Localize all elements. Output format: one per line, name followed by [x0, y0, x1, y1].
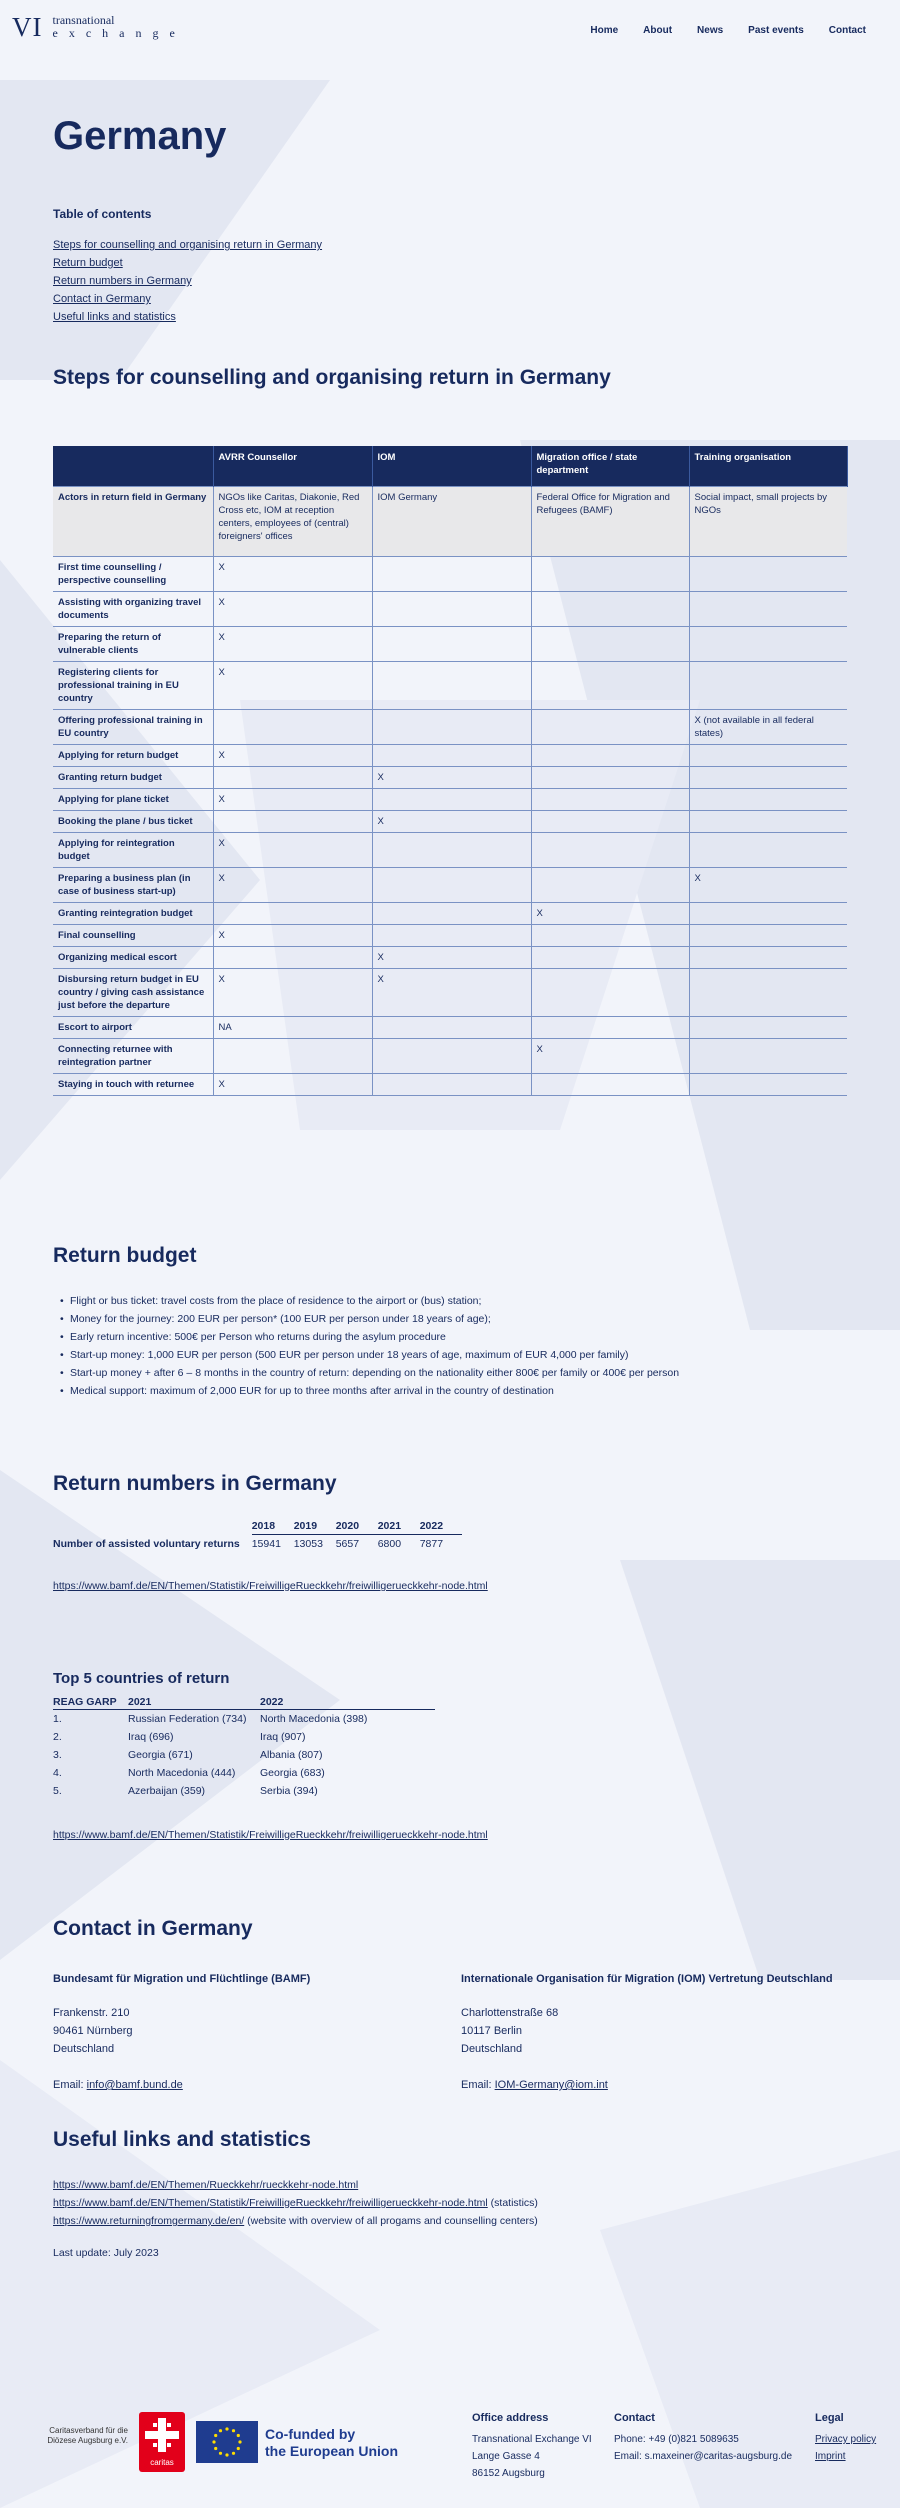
privacy-link[interactable]: Privacy policy [815, 2434, 877, 2445]
footer-heading: Office address [472, 2412, 549, 2424]
rank-cell: 3. [53, 1749, 62, 1761]
steps-heading: Steps for counselling and organising return in Germany [53, 366, 611, 389]
table-cell [689, 946, 847, 968]
table-cell [689, 661, 847, 709]
useful-links [53, 2176, 538, 2230]
table-cell: 5657 [335, 1538, 360, 1550]
table-cell [531, 591, 689, 626]
table-cell: Georgia (671) [128, 1749, 193, 1761]
table-row [53, 766, 847, 788]
nav-news[interactable]: News [697, 25, 724, 36]
nav-home[interactable]: Home [590, 25, 619, 36]
table-cell [372, 832, 531, 867]
table-row [53, 591, 847, 626]
table-cell: X [213, 556, 372, 591]
table-cell [372, 591, 531, 626]
table-row [53, 1038, 847, 1073]
col-header: Migration office / state department [531, 446, 689, 486]
contact-bamf [53, 1970, 433, 2094]
table-cell [213, 902, 372, 924]
table-row [53, 902, 847, 924]
table-row [53, 1764, 435, 1782]
budget-heading: Return budget [53, 1244, 197, 1267]
table-cell [531, 946, 689, 968]
steps-table-wrap [53, 446, 847, 1096]
table-cell [689, 556, 847, 591]
table-cell: X [213, 744, 372, 766]
country: Deutschland [53, 2043, 115, 2055]
footer-email[interactable]: s.maxeiner@caritas-augsburg.de [644, 2451, 793, 2462]
table-row [53, 1535, 462, 1553]
col-header: IOM [372, 446, 531, 486]
table-cell: Albania (807) [260, 1749, 323, 1761]
link-note: (website with overview of all progams and counselling centers) [244, 2215, 538, 2227]
row-label: Assisting with organizing travel documents [53, 591, 213, 626]
table-cell [689, 591, 847, 626]
table-row [53, 556, 847, 591]
bamf-email-link[interactable]: info@bamf.bund.de [86, 2079, 183, 2091]
footer-office [472, 2410, 592, 2482]
table-cell [213, 810, 372, 832]
table-cell [689, 1073, 847, 1095]
list-item: • Start-up money: 1,000 EUR per person (500 EUR per person under 18 years of age, maximum of EUR 4,000 per family) [60, 1346, 679, 1364]
col-header [53, 446, 213, 486]
email-label: Email: [53, 2079, 87, 2091]
row-label: Offering professional training in EU country [53, 709, 213, 744]
rank-cell: 2. [53, 1731, 62, 1743]
row-label: Staying in touch with returnee [53, 1073, 213, 1095]
table-cell: 15941 [251, 1538, 281, 1550]
top5-heading: Top 5 countries of return [53, 1670, 230, 1687]
table-row [53, 486, 847, 556]
email-label: Email: [461, 2079, 495, 2091]
col-header: 2021 [128, 1695, 260, 1710]
col-header: 2022 [260, 1695, 435, 1710]
year-header: 2021 [378, 1518, 420, 1535]
site-header [0, 0, 900, 62]
table-cell [372, 1016, 531, 1038]
table-cell [372, 1073, 531, 1095]
country: Deutschland [461, 2043, 523, 2055]
table-cell: Azerbaijan (359) [128, 1785, 206, 1797]
table-cell [531, 867, 689, 902]
table-cell [689, 1038, 847, 1073]
table-cell: Federal Office for Migration and Refugees (BAMF) [531, 486, 689, 556]
table-row [53, 1782, 435, 1800]
table-cell [531, 1073, 689, 1095]
imprint-link[interactable]: Imprint [815, 2451, 846, 2462]
link-statistics[interactable]: https://www.bamf.de/EN/Themen/Statistik/FreiwilligeRueckkehr/freiwilligerueckkehr-node.html [53, 2197, 488, 2209]
table-cell [531, 788, 689, 810]
year-header: 2019 [294, 1518, 336, 1535]
table-cell: X [531, 1038, 689, 1073]
table-cell: IOM Germany [372, 486, 531, 556]
caritas-name: Caritasverband für die Diözese Augsburg e.V. [47, 2426, 128, 2445]
table-cell: Georgia (683) [260, 1767, 325, 1779]
table-cell: X [213, 626, 372, 661]
table-cell: Serbia (394) [260, 1785, 318, 1797]
last-update: Last update: July 2023 [53, 2247, 159, 2259]
table-row [53, 946, 847, 968]
row-label: Preparing a business plan (in case of business start-up) [53, 867, 213, 902]
year-header: 2020 [336, 1518, 378, 1535]
table-cell [213, 709, 372, 744]
numbers-heading: Return numbers in Germany [53, 1472, 337, 1495]
row-label: First time counselling / perspective counselling [53, 556, 213, 591]
numbers-source-link[interactable]: https://www.bamf.de/EN/Themen/Statistik/FreiwilligeRueckkehr/freiwilligerueckkehr-node.html [53, 1580, 488, 1592]
budget-list [60, 1292, 679, 1400]
table-cell: 13053 [293, 1538, 323, 1550]
col-header: AVRR Counsellor [213, 446, 372, 486]
office-line: Lange Gasse 4 [472, 2451, 540, 2462]
eu-flag-icon [196, 2421, 258, 2463]
table-row [53, 968, 847, 1016]
steps-table [53, 446, 848, 1096]
caritas-logo-label: caritas [150, 2458, 174, 2467]
list-item: • Flight or bus ticket: travel costs from the place of residence to the airport or (bus) station; [60, 1292, 679, 1310]
table-row [53, 867, 847, 902]
org-name: Bundesamt für Migration und Flüchtlinge (BAMF) [53, 1973, 311, 1985]
office-line: Transnational Exchange VI [472, 2434, 592, 2445]
page-title: Germany [53, 114, 227, 158]
table-cell: Iraq (907) [260, 1731, 306, 1743]
table-row [53, 1710, 435, 1728]
table-cell [689, 832, 847, 867]
table-row [53, 1746, 435, 1764]
table-row [53, 661, 847, 709]
toc-link-useful[interactable]: Useful links and statistics [53, 311, 176, 323]
table-cell [372, 924, 531, 946]
table-cell: Iraq (696) [128, 1731, 174, 1743]
contact-iom [461, 1970, 841, 2094]
table-cell [531, 626, 689, 661]
numbers-table [53, 1518, 462, 1552]
toc-link-numbers[interactable]: Return numbers in Germany [53, 275, 192, 287]
list-item: • Start-up money + after 6 – 8 months in the country of return: depending on the nationality either 800€ per family or 400€ per person [60, 1364, 679, 1382]
caritas-cross-icon [139, 2412, 185, 2458]
footer-heading: Contact [614, 2412, 655, 2424]
table-cell [372, 709, 531, 744]
row-label: Granting return budget [53, 766, 213, 788]
link-note: (statistics) [487, 2197, 538, 2209]
nav-contact[interactable]: Contact [828, 25, 866, 36]
table-cell: X [213, 968, 372, 1016]
link-returning[interactable]: https://www.returningfromgermany.de/en/ [53, 2215, 245, 2227]
office-line: 86152 Augsburg [472, 2468, 545, 2479]
list-item: • Early return incentive: 500€ per Person who returns during the asylum procedure [60, 1328, 679, 1346]
col-header: Training organisation [689, 446, 847, 486]
table-cell: X [531, 902, 689, 924]
footer-phone: Phone: +49 (0)821 5089635 [614, 2434, 739, 2445]
table-cell: X [372, 766, 531, 788]
table-cell [372, 902, 531, 924]
table-cell [689, 766, 847, 788]
table-cell [689, 788, 847, 810]
table-cell [372, 867, 531, 902]
toc-link-budget[interactable]: Return budget [53, 257, 123, 269]
link-rueckkehr[interactable]: https://www.bamf.de/EN/Themen/Rueckkehr/rueckkehr-node.html [53, 2179, 359, 2191]
table-cell: North Macedonia (444) [128, 1767, 236, 1779]
table-row [53, 924, 847, 946]
table-row [53, 709, 847, 744]
col-header: REAG GARP [53, 1695, 128, 1710]
year-header: 2018 [252, 1518, 294, 1535]
table-cell: X [213, 924, 372, 946]
table-cell: X [213, 591, 372, 626]
logo-mark: VI [12, 12, 43, 42]
row-label: Disbursing return budget in EU country / giving cash assistance just before the departure [53, 968, 213, 1016]
table-row [53, 744, 847, 766]
year-header: 2022 [420, 1518, 462, 1535]
table-cell [531, 1016, 689, 1038]
table-cell [372, 788, 531, 810]
table-cell: X [372, 946, 531, 968]
row-label: Escort to airport [53, 1016, 213, 1038]
table-cell: X [372, 968, 531, 1016]
table-cell [689, 968, 847, 1016]
table-cell [531, 924, 689, 946]
nav-past-events[interactable]: Past events [748, 25, 804, 36]
table-row [53, 1073, 847, 1095]
table-cell: X [213, 661, 372, 709]
city: 10117 Berlin [461, 2025, 522, 2037]
table-cell [689, 924, 847, 946]
rank-cell: 1. [53, 1713, 62, 1726]
table-cell [213, 946, 372, 968]
city: 90461 Nürnberg [53, 2025, 133, 2037]
row-label: Actors in return field in Germany [53, 486, 213, 556]
table-cell [372, 1038, 531, 1073]
table-cell: X [213, 788, 372, 810]
table-cell [531, 832, 689, 867]
table-cell: X [213, 1073, 372, 1095]
table-cell [372, 661, 531, 709]
table-row [53, 1728, 435, 1746]
row-label: Connecting returnee with reintegration partner [53, 1038, 213, 1073]
table-cell [531, 661, 689, 709]
list-item: • Medical support: maximum of 2,000 EUR for up to three months after arrival in the country of destination [60, 1382, 679, 1400]
iom-email-link[interactable]: IOM-Germany@iom.int [494, 2079, 608, 2091]
table-row [53, 626, 847, 661]
table-cell [689, 1016, 847, 1038]
list-item: • Money for the journey: 200 EUR per person* (100 EUR per person under 18 years of age); [60, 1310, 679, 1328]
table-cell [531, 744, 689, 766]
table-cell: 6800 [377, 1538, 402, 1550]
row-label: Preparing the return of vulnerable clients [53, 626, 213, 661]
table-cell [531, 556, 689, 591]
footer-contact [614, 2410, 792, 2465]
table-cell: NA [213, 1016, 372, 1038]
logo-line1: transnational [52, 13, 115, 27]
row-label: Granting reintegration budget [53, 902, 213, 924]
table-row [53, 810, 847, 832]
footer-heading: Legal [815, 2412, 844, 2424]
row-label: Organizing medical escort [53, 946, 213, 968]
table-cell [531, 810, 689, 832]
table-cell [689, 810, 847, 832]
table-cell [531, 766, 689, 788]
row-label: Number of assisted voluntary returns [53, 1537, 240, 1550]
eu-line1: Co-funded by [265, 2426, 356, 2442]
table-cell: NGOs like Caritas, Diakonie, Red Cross etc, IOM at reception centers, employees of (central) foreigners' offices [213, 486, 372, 556]
table-cell [689, 902, 847, 924]
table-cell: Social impact, small projects by NGOs [689, 486, 847, 556]
top5-source-link[interactable]: https://www.bamf.de/EN/Themen/Statistik/FreiwilligeRueckkehr/freiwilligerueckkehr-node.html [53, 1829, 488, 1841]
toc-heading: Table of contents [53, 207, 152, 221]
eu-cofunded [265, 2426, 398, 2460]
table-row [53, 1016, 847, 1038]
street: Frankenstr. 210 [53, 2007, 130, 2019]
nav-about[interactable]: About [643, 25, 673, 36]
footer-legal [815, 2410, 876, 2465]
row-label: Final counselling [53, 924, 213, 946]
rank-cell: 5. [53, 1785, 62, 1797]
row-label: Applying for return budget [53, 744, 213, 766]
rank-cell: 4. [53, 1767, 62, 1779]
table-row [53, 788, 847, 810]
eu-line2: the European Union [265, 2443, 398, 2459]
table-cell [689, 744, 847, 766]
table-cell [689, 626, 847, 661]
table-cell: X (not available in all federal states) [689, 709, 847, 744]
table-cell: North Macedonia (398) [260, 1713, 368, 1726]
table-row [53, 832, 847, 867]
table-cell: X [213, 867, 372, 902]
table-cell [372, 626, 531, 661]
useful-heading: Useful links and statistics [53, 2128, 311, 2151]
email-label: Email: [614, 2451, 645, 2462]
toc-link-steps[interactable]: Steps for counselling and organising return in Germany [53, 239, 323, 251]
top5-table [53, 1695, 435, 1800]
main-nav [565, 25, 866, 36]
contact-heading: Contact in Germany [53, 1917, 253, 1940]
table-of-contents [53, 236, 322, 326]
table-cell [213, 766, 372, 788]
row-label: Applying for plane ticket [53, 788, 213, 810]
logo-line2: exchange [52, 25, 186, 40]
site-logo[interactable] [12, 14, 186, 41]
toc-link-contact[interactable]: Contact in Germany [53, 293, 151, 305]
table-cell: X [213, 832, 372, 867]
table-cell: X [372, 810, 531, 832]
street: Charlottenstraße 68 [461, 2007, 559, 2019]
row-label: Booking the plane / bus ticket [53, 810, 213, 832]
row-label: Registering clients for professional training in EU country [53, 661, 213, 709]
table-cell [372, 744, 531, 766]
table-cell [213, 1038, 372, 1073]
table-cell [531, 968, 689, 1016]
table-cell: 7877 [419, 1538, 444, 1550]
row-label: Applying for reintegration budget [53, 832, 213, 867]
table-cell [531, 709, 689, 744]
table-cell [372, 556, 531, 591]
org-name: Internationale Organisation für Migration (IOM) Vertretung Deutschland [461, 1973, 833, 1985]
table-cell: Russian Federation (734) [128, 1713, 247, 1726]
table-cell: X [689, 867, 847, 902]
